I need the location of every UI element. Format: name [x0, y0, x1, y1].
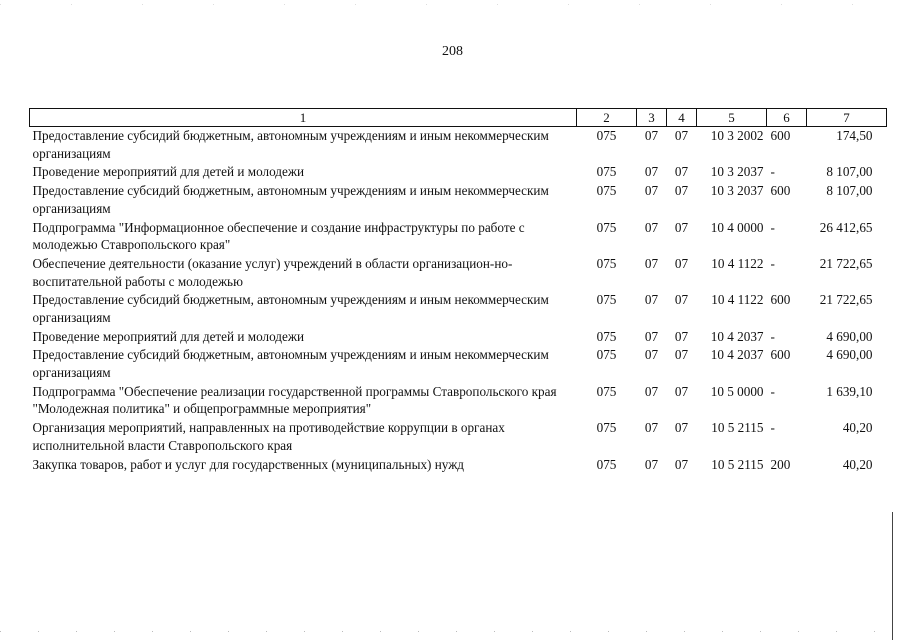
- table-row: [30, 127, 887, 164]
- row-expense-type: 200: [770, 456, 791, 472]
- row-target-article: 10 4 1122: [711, 292, 764, 308]
- header-col-2: 2: [577, 109, 637, 127]
- row-amount: 21 722,65: [819, 292, 873, 308]
- row-ministry-code: 075: [596, 292, 617, 308]
- row-subsection: 07: [674, 292, 689, 308]
- row-name: Обеспечение деятельности (оказание услуг) учреждений в области организацион-но-воспитательной работы с молодежью: [32, 255, 513, 289]
- row-target-article: 10 4 0000: [710, 219, 764, 235]
- header-row: [30, 109, 887, 127]
- row-name: Предоставление субсидий бюджетным, автономным учреждениям и иным некоммерческим организациям: [32, 347, 549, 381]
- row-section: 07: [644, 383, 659, 399]
- row-expense-type: 600: [770, 128, 791, 143]
- row-target-article: 10 5 0000: [710, 383, 764, 399]
- row-subsection: 07: [674, 456, 689, 472]
- row-ministry-code: 075: [596, 219, 617, 235]
- row-name: Предоставление субсидий бюджетным, автономным учреждениям и иным некоммерческим организациям: [32, 292, 549, 325]
- row-name: Закупка товаров, работ и услуг для государственных (муниципальных) нужд: [32, 456, 465, 472]
- row-subsection: 07: [674, 183, 689, 199]
- row-amount: 8 107,00: [826, 164, 873, 180]
- row-ministry-code: 075: [596, 128, 617, 143]
- row-subsection: 07: [674, 255, 689, 271]
- table-row: [30, 419, 887, 455]
- row-amount: 8 107,00: [826, 183, 873, 199]
- scan-noise-bottom: [0, 631, 905, 632]
- row-subsection: 07: [674, 328, 689, 344]
- scan-edge-line: [892, 512, 893, 640]
- row-section: 07: [644, 456, 659, 472]
- row-name: Предоставление субсидий бюджетным, автономным учреждениям и иным некоммерческим организациям: [32, 183, 549, 216]
- budget-table: [29, 108, 887, 474]
- row-target-article: 10 4 2037: [710, 328, 764, 344]
- row-section: 07: [644, 255, 659, 271]
- row-expense-type: 600: [770, 347, 791, 363]
- row-ministry-code: 075: [596, 347, 617, 363]
- header-col-6: 6: [767, 109, 807, 127]
- row-expense-type: 600: [770, 183, 791, 199]
- row-section: 07: [644, 164, 659, 180]
- row-subsection: 07: [674, 383, 689, 399]
- row-target-article: 10 3 2037: [710, 164, 764, 180]
- table-row: [30, 456, 887, 475]
- row-name: Предоставление субсидий бюджетным, автономным учреждениям и иным некоммерческим организациям: [32, 128, 549, 161]
- row-name: Организация мероприятий, направленных на противодействие коррупции в органах исполнительной власти Ставропольского края: [32, 420, 505, 453]
- row-subsection: 07: [674, 347, 689, 363]
- table-row: [30, 383, 887, 419]
- row-expense-type: -: [770, 383, 775, 399]
- row-name: Подпрограмма "Обеспечение реализации государственной программы Ставропольского края "Молодежная политика" и общепрограммные мероприятия": [32, 383, 557, 417]
- row-section: 07: [644, 292, 659, 308]
- row-amount: 1 639,10: [826, 383, 873, 399]
- row-expense-type: -: [770, 420, 775, 436]
- scan-noise-top: [0, 4, 905, 5]
- header-col-5: 5: [697, 109, 767, 127]
- row-expense-type: -: [770, 255, 775, 271]
- header-col-4: 4: [667, 109, 697, 127]
- row-target-article: 10 3 2002: [710, 128, 764, 143]
- row-section: 07: [644, 183, 659, 199]
- row-expense-type: 600: [770, 292, 791, 308]
- table-row: [30, 291, 887, 327]
- row-target-article: 10 3 2037: [710, 183, 764, 199]
- row-ministry-code: 075: [596, 183, 617, 199]
- row-ministry-code: 075: [596, 456, 617, 472]
- row-amount: 26 412,65: [819, 219, 873, 235]
- row-amount: 21 722,65: [819, 255, 873, 271]
- row-ministry-code: 075: [596, 420, 617, 436]
- row-amount: 4 690,00: [826, 347, 873, 363]
- row-expense-type: -: [770, 164, 775, 180]
- row-name: Проведение мероприятий для детей и молодежи: [32, 328, 305, 344]
- row-target-article: 10 4 2037: [710, 347, 764, 363]
- row-expense-type: -: [770, 328, 775, 344]
- row-subsection: 07: [674, 128, 689, 143]
- row-name: Подпрограмма "Информационное обеспечение и создание инфраструктуры по работе с молодежью Ставропольского края": [32, 219, 525, 253]
- row-section: 07: [644, 420, 659, 436]
- table-row: [30, 219, 887, 255]
- row-ministry-code: 075: [596, 255, 617, 271]
- row-target-article: 10 5 2115: [711, 456, 764, 472]
- row-section: 07: [644, 219, 659, 235]
- table-row: [30, 182, 887, 218]
- row-name: Проведение мероприятий для детей и молодежи: [32, 164, 305, 180]
- row-section: 07: [644, 328, 659, 344]
- row-ministry-code: 075: [596, 164, 617, 180]
- row-expense-type: -: [770, 219, 775, 235]
- header-col-1: 1: [30, 109, 577, 127]
- table-row: [30, 346, 887, 382]
- row-target-article: 10 5 2115: [711, 420, 764, 436]
- header-col-7: 7: [807, 109, 887, 127]
- row-amount: 40,20: [842, 456, 873, 472]
- row-ministry-code: 075: [596, 328, 617, 344]
- row-subsection: 07: [674, 164, 689, 180]
- row-ministry-code: 075: [596, 383, 617, 399]
- row-amount: 40,20: [842, 420, 873, 436]
- row-amount: 4 690,00: [826, 328, 873, 344]
- row-section: 07: [644, 347, 659, 363]
- table-row: [30, 328, 887, 347]
- row-subsection: 07: [674, 420, 689, 436]
- table-row: [30, 255, 887, 291]
- row-section: 07: [644, 128, 659, 143]
- table-row: [30, 163, 887, 182]
- header-col-3: 3: [637, 109, 667, 127]
- row-target-article: 10 4 1122: [711, 255, 764, 271]
- row-amount: 174,50: [836, 128, 873, 143]
- page-number: 208: [442, 44, 463, 59]
- row-subsection: 07: [674, 219, 689, 235]
